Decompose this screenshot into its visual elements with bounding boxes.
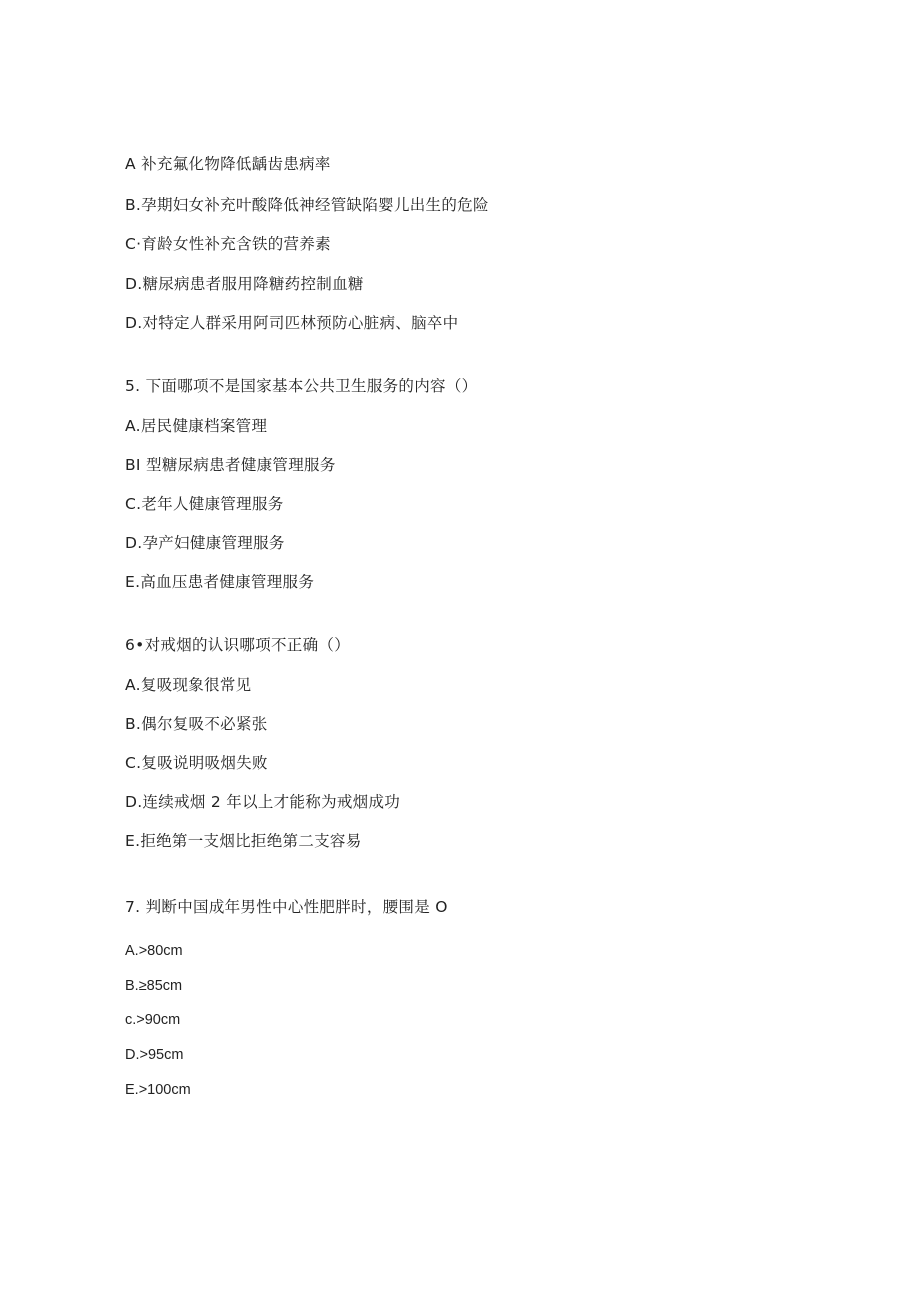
- q6-option-b: B.偶尔复吸不必紧张: [125, 715, 268, 733]
- q7-question: 7. 判断中国成年男性中心性肥胖时，腰围是 O: [125, 898, 448, 916]
- q6-option-d: D.连续戒烟 2 年以上才能称为戒烟成功: [125, 793, 401, 811]
- q7-option-b: B.≥85cm: [125, 978, 183, 994]
- q6-option-e: E.拒绝第一支烟比拒绝第二支容易: [125, 832, 362, 850]
- q7-option-c: c.>90cm: [125, 1012, 181, 1028]
- q5-option-a: A.居民健康档案管理: [125, 417, 268, 435]
- q7-option-a: A.>80cm: [125, 943, 183, 959]
- q6-option-c: C.复吸说明吸烟失败: [125, 754, 268, 772]
- q4-option-d2: D.对特定人群采用阿司匹林预防心脏病、脑卒中: [125, 314, 459, 332]
- q5-question: 5. 下面哪项不是国家基本公共卫生服务的内容（）: [125, 377, 478, 395]
- q4-option-d: D.糖尿病患者服用降糖药控制血糖: [125, 275, 364, 293]
- q4-option-a: A 补充氟化物降低龋齿患病率: [125, 155, 331, 173]
- q4-option-b: B.孕期妇女补充叶酸降低神经管缺陷婴儿出生的危险: [125, 196, 489, 214]
- q7-option-d: D.>95cm: [125, 1047, 184, 1063]
- q5-option-e: E.高血压患者健康管理服务: [125, 573, 315, 591]
- q6-option-a: A.复吸现象很常见: [125, 676, 252, 694]
- q7-option-e: E.>100cm: [125, 1082, 191, 1098]
- q5-option-b: BI 型糖尿病患者健康管理服务: [125, 456, 336, 474]
- q5-option-d: D.孕产妇健康管理服务: [125, 534, 285, 552]
- q5-option-c: C.老年人健康管理服务: [125, 495, 284, 513]
- q4-option-c: C·育龄女性补充含铁的营养素: [125, 235, 331, 253]
- q6-question: 6•对戒烟的认识哪项不正确（）: [125, 636, 351, 654]
